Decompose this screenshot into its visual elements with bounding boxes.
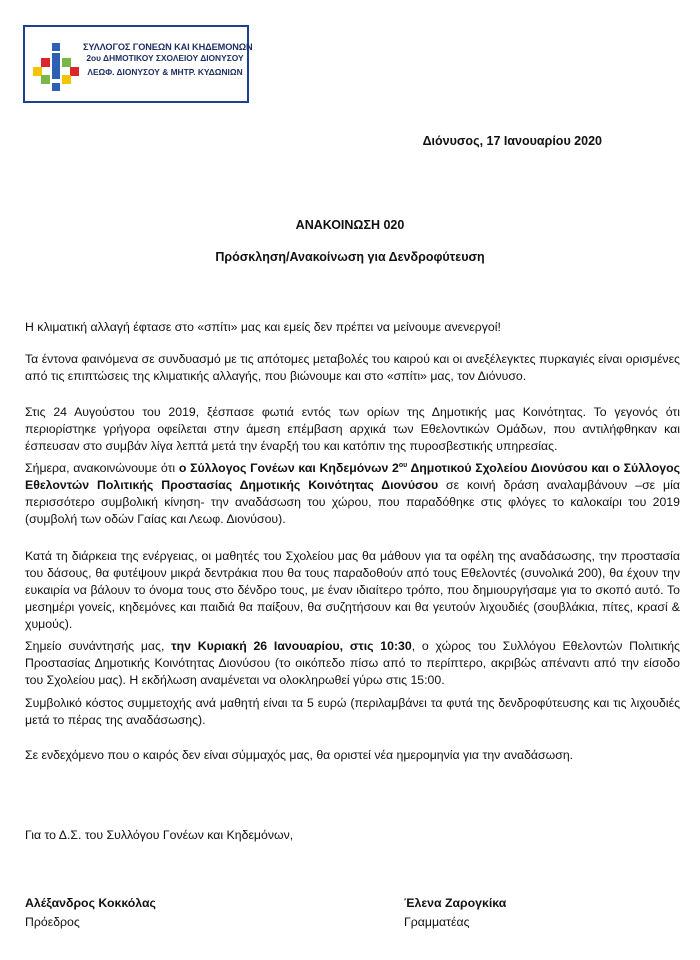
logo-line-2: 2ου ΔΗΜΟΤΙΚΟΥ ΣΧΟΛΕΙΟΥ ΔΙΟΝΥΣΟΥ [86, 53, 244, 63]
logo-line-1: ΣΥΛΛΟΓΟΣ ΓΟΝΕΩΝ ΚΑΙ ΚΗΔΕΜΟΝΩΝ [83, 42, 253, 52]
paragraph-6-time: στις 10:30 [349, 639, 412, 653]
paragraph-6 [25, 638, 680, 689]
closing-line: Για το Δ.Σ. του Συλλόγου Γονέων και Κηδεμόνων, [25, 828, 294, 842]
paragraph-7: Συμβολικό κόστος συμμετοχής ανά μαθητή είναι τα 5 ευρώ (περιλαμβάνει τα φυτά της δενδροφύτευσης και τις λιχουδιές μετά το πέρας της αναδάσωσης). [25, 696, 680, 727]
paragraph-6-comma: , [339, 639, 350, 653]
paragraph-4 [25, 457, 680, 528]
signature-secretary-role: Γραμματέας [404, 915, 470, 929]
logo-text [83, 42, 253, 78]
signature-president-name: Αλέξανδρος Κοκκόλας [25, 896, 156, 910]
paragraph-5: Κατά τη διάρκεια της ενέργειας, οι μαθητές του Σχολείου μας θα μάθουν για τα οφέλη της αναδάσωσης, την προστασία του δάσους, θα φυτέψουν μικρά δεντράκια που θα τους παραδοθούν από τους Εθελοντές (συνολικά 200), θα έχουν την ευκαιρία να βάλουν το όνομα τους στο δένδρο τους, με έναν ιδιαίτερο τρόπο, που δημιουργήσαμε για το σκοπό αυτό. Το μεσημέρι γονείς, κηδεμόνες και παιδιά θα παίξουν, θα συζητήσουν και θα γευτούν λιχουδιές (σουβλάκια, πίτες, κρασί & χυμούς). [25, 549, 680, 631]
paragraph-4-intro: Σήμερα, ανακοινώνουμε ότι [25, 461, 179, 476]
paragraph-4-bold-a: ο Σύλλογος Γονέων και Κηδεμόνων 2 [178, 461, 399, 476]
paragraph-2: Τα έντονα φαινόμενα σε συνδυασμό με τις απότομες μεταβολές του καιρού και οι ανεξέλεγκτες πυρκαγιές είναι ορισμένες από τις επιπτώσεις της κλιματικής αλλαγής, που βιώνουμε και στο «σπίτι» μας, τον Διόνυσο. [25, 352, 680, 383]
paragraph-6-rest: , ο χώρος του Συλλόγου Εθελοντών Πολιτικής Προστασίας Δημοτικής Κοινότητας Διονύσου (το οικόπεδο πίσω από το περίπτερο, ακριβώς απέναντι από την είσοδο του Σχολείου μας). Η εκδήλωση αναμένεται να ολοκληρωθεί γύρω στις 15:00. [25, 639, 680, 687]
document-date: Διόνυσος, 17 Ιανουαρίου 2020 [422, 134, 602, 148]
announcement-subtitle: Πρόσκληση/Ανακοίνωση για Δενδροφύτευση [215, 250, 485, 264]
signature-secretary-name: Έλενα Ζαρογκίκα [404, 896, 507, 910]
paragraph-1: Η κλιματική αλλαγή έφτασε στο «σπίτι» μας και εμείς δεν πρέπει να μείνουμε ανενεργοί! [25, 320, 501, 334]
paragraph-6-date: την Κυριακή 26 Ιανουαρίου [171, 639, 340, 653]
announcement-title: ΑΝΑΚΟΙΝΩΣΗ 020 [295, 218, 405, 232]
paragraph-8: Σε ενδεχόμενο που ο καιρός δεν είναι σύμμαχός μας, θα οριστεί νέα ημερομηνία για την αναδάσωση. [25, 748, 574, 762]
paragraph-4-bold-b: Δημοτικού Σχολείου Διονύσου και ο Σύλλογος Εθελοντών Πολιτικής Προστασίας Δημοτικής Κοινότητας Διονύσου [25, 461, 680, 493]
logo-emblem-icon [31, 41, 81, 93]
paragraph-4-rest: σε κοινή δράση αναλαμβάνουν –σε μία περισσότερο συμβολική κίνηση- την αναδάσωση του χώρου, που παραδόθηκε στις φλόγες το καλοκαίρι του 2019 (συμβολή των οδών Γαίας και Λεωφ. Διονύσου). [25, 478, 680, 527]
paragraph-4-sup: ου [398, 462, 408, 469]
signature-president-role: Πρόεδρος [25, 915, 80, 929]
logo-line-3: ΛΕΩΦ. ΔΙΟΝΥΣΟΥ & ΜΗΤΡ. ΚΥΔΩΝΙΩΝ [87, 67, 243, 77]
paragraph-6-intro: Σημείο συνάντησής μας, [25, 639, 172, 653]
association-logo [23, 25, 253, 103]
paragraph-3: Στις 24 Αυγούστου του 2019, ξέσπασε φωτιά εντός των ορίων της Δημοτικής μας Κοινότητας. Το γεγονός ότι περιορίστηκε γρήγορα οφείλεται στην άμεση επέμβαση αρχικά των Εθελοντικών Ομάδων, που αντιλήφθηκαν και έσπευσαν στο συμβάν λίγα λεπτά μετά την έναρξή του και κατόπιν της πυροσβεστικής υπηρεσίας. [25, 405, 680, 453]
